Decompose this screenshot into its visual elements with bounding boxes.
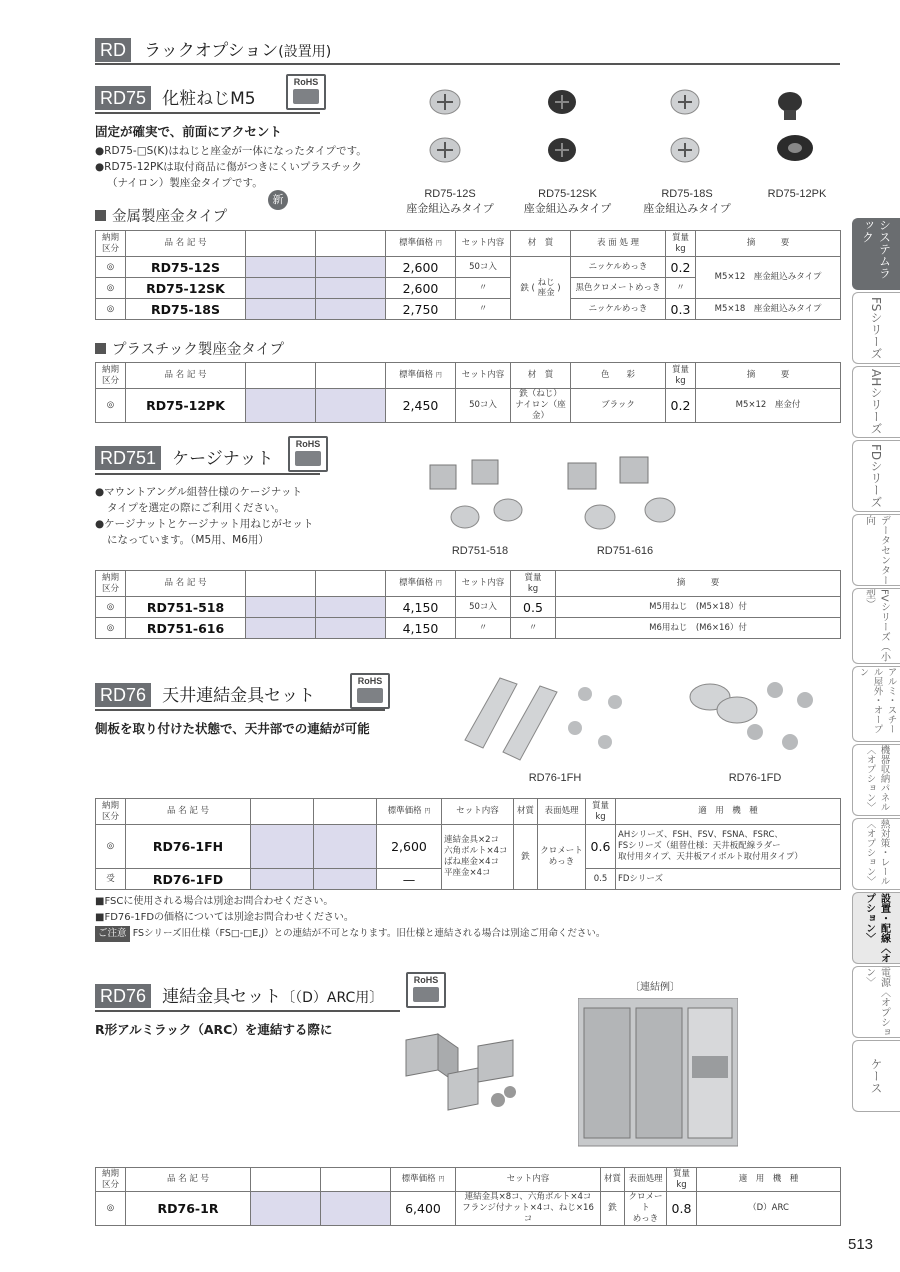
rd751-bullet: ●マウントアングル組替仕様のケージナット [95,486,302,498]
side-tab-fd-series[interactable]: FDシリーズ [852,440,900,512]
plastic-type-title: プラスチック製座金タイプ [95,338,284,359]
part-number: RD75-12SK [126,278,246,299]
part-number: RD75-12PK [126,389,246,423]
col-weight: 質量 kg [666,231,696,257]
page-number: 513 [848,1236,874,1253]
connected-rack-illustration [578,998,738,1148]
rd751-title: ケージナット [172,449,274,469]
metal-type-title: 金属製座金タイプ [95,205,227,226]
part-number: RD76-1FH [126,825,251,869]
table-header: 納期区分 品 名 記 号 標準価格 円 セット内容 材質 表面処理 質量 kg 適 用 機 種 [96,799,841,825]
rd76b-spec-table [95,1167,841,1226]
rd76b-title: 連結金具セット [162,987,282,1007]
rd75-caption: RD75-12SK 座金組込みタイプ [523,188,612,215]
rd76b-heading: RD76 連結金具セット〔（D）ARC用〕 [95,982,383,1008]
header-rule [95,63,840,65]
rohs-icon: RoHS [288,436,328,472]
rd751-caption: RD751-518 [451,545,509,557]
col-summary: 摘 要 [696,231,841,257]
rd751-bullets [95,484,395,548]
price: 2,600 [377,825,442,869]
table-row: ◎ RD75-12S 2,600 50コ入 鉄 ( ねじ 座金 ) ニッケルめっき 0.2 M5×12 座金組込みタイプ [96,257,841,278]
rd751-code: RD751 [95,446,161,470]
table-row: ◎ RD75-12SK 2,600 〃 黒色クロメートめっき 〃 [96,278,841,299]
side-tab-case[interactable]: ケース [852,1040,900,1112]
side-tab-system-rack[interactable]: システムラック [852,218,900,290]
rd751-spec-table [95,570,841,639]
rd75-rule [95,112,320,114]
rohs-icon: RoHS [350,673,390,709]
price: 2,600 [386,257,456,278]
rd751-bullet: タイプを選定の際にご利用ください。 [107,502,285,514]
rd75-bullet: ●RD75-□S(K)はねじと座金が一体になったタイプです。 [95,145,367,157]
new-badge: 新 [268,190,288,210]
cage-nut-photos [410,455,700,545]
rd76b-rule [95,1010,400,1012]
rd75-heading [95,84,256,110]
table-header [96,231,841,257]
table-row: 受 RD76-1FD — 0.5 FDシリーズ [96,869,841,890]
page-header [95,36,331,62]
rd76a-caption: RD76-1FD [728,772,782,784]
rd75-product-photos [400,80,840,195]
part-number: RD76-1FD [126,869,251,890]
screw-icon [430,90,460,162]
rd75-lead: 固定が確実で、前面にアクセント [95,124,282,139]
rohs-icon: RoHS [406,972,446,1008]
price: 2,450 [386,389,456,423]
col-set: セット内容 [456,231,511,257]
table-row: ◎ RD75-12PK 2,450 50コ入 鉄（ねじ） ナイロン（座金） ブラック 0.2 M5×12 座金付 [96,389,841,423]
cage-nut-icon [430,460,522,528]
screw-icon [671,90,699,162]
header-code: RD [95,38,131,62]
rack-icon [578,998,738,1146]
col-finish: 表 面 処 理 [571,231,666,257]
side-tab-thermal-rail[interactable]: 熱対策・レール〈オプション〉 [852,818,900,890]
side-tab-outdoor[interactable]: アルミ・スチール屋外・オープン [852,666,900,742]
table-row: ◎ RD75-18S 2,750 〃 ニッケルめっき 0.3 M5×18 座金組込みタイプ [96,299,841,320]
table-row: ◎ RD751-518 4,150 50コ入 0.5 M5用ねじ (M5×18）付 [96,597,841,618]
example-label: 〔連結例〕 [630,982,680,993]
table-row: ◎ RD76-1FH 2,600 連結金具×2コ 六角ボルト×4コ ばね座金×4コ 平座金×4コ 鉄 クロメート めっき 0.6 AHシリーズ、FSH、FSV、FSNA、FSRC、 FSシリーズ（組替仕様：天井板配線ラダー 取付用タイプ、天井板アイボルト取付用タイプ） [96,825,841,869]
rd75-bullet: ●RD75-12PKは取付商品に傷がつきにくいプラスチック [95,161,362,173]
rd75-bullet: （ナイロン）製座金タイプです。 [107,177,263,189]
rd76a-heading [95,681,315,707]
side-tab-installation[interactable]: 設置・配線〈オプション〉 [852,892,900,964]
rd76-ceiling-photos [455,672,840,767]
rd75-title: 化粧ねじM5 [162,89,256,109]
bracket-icon [690,682,813,750]
bracket-icon [465,678,622,760]
rd75-caption: RD75-12S 座金組込みタイプ [406,188,494,215]
rd751-bullet: ●ケージナットとケージナット用ねじがセット [95,518,314,530]
rd76b-lead: R形アルミラック（ARC）を連結する際に [95,1022,333,1037]
col-kubun: 納期区分 [96,231,126,257]
rd751-rule [95,473,320,475]
material-cell: 鉄 ( ねじ 座金 ) [511,257,571,320]
arc-bracket-photo [398,1030,528,1115]
part-number: RD76-1R [126,1192,251,1226]
screw-icon [777,92,813,161]
side-tab-equipment-panel[interactable]: 機器収納パネル〈オプション〉 [852,744,900,816]
rd75-code: RD75 [95,86,151,110]
rd76a-lead: 側板を取り付けた状態で、天井部での連結が可能 [95,721,370,736]
rd751-heading [95,444,273,470]
rd76a-title: 天井連結金具セット [162,686,316,706]
rd76b-code: RD76 [95,984,151,1008]
table-header: 納期区分 品 名 記 号 標準価格 円 セット内容 材質 表面処理 質量 kg 適 用 機 種 [96,1168,841,1192]
part-number: RD75-18S [126,299,246,320]
col-material: 材 質 [511,231,571,257]
price: 2,600 [386,278,456,299]
rohs-icon: RoHS [286,74,326,110]
part-number: RD751-616 [126,618,246,639]
rd76a-rule [95,709,385,711]
rd76a-notes: ■FSCに使用される場合は別途お問合わせください。 ■FD76-1FDの価格については別途お問合わせください。 ご注意 FSシリーズ旧仕様（FS□-□E,J）との連結が不可となります。旧仕様と連結される場合は別途ご用命ください。 [95,894,605,942]
plastic-spec-table [95,362,841,423]
caution-label: ご注意 [95,926,130,942]
header-subtitle: (設置用) [278,44,332,60]
rd76a-spec-table [95,798,841,890]
rd76a-caption: RD76-1FH [528,772,582,784]
screw-icon [548,90,576,162]
rd751-bullet: になっています。（M5用、M6用） [107,534,269,546]
table-header: 納期区分 品 名 記 号 標準価格 円 セット内容 質量 kg 摘 要 [96,571,841,597]
col-part: 品 名 記 号 [126,231,246,257]
rd75-bullets [95,143,395,191]
side-tab-ah-series[interactable]: AHシリーズ [852,366,900,438]
side-tab-fs-series[interactable]: FSシリーズ [852,292,900,364]
table-row: ◎ RD751-616 4,150 〃 〃 M6用ねじ (M6×16）付 [96,618,841,639]
part-number: RD75-12S [126,257,246,278]
rd75-caption: RD75-18S 座金組込みタイプ [643,188,731,215]
side-tab-power[interactable]: 電源〈オプション〉 [852,966,900,1038]
header-title: ラックオプション [144,41,279,61]
set-contents: 連結金具×2コ 六角ボルト×4コ ばね座金×4コ 平座金×4コ [442,825,514,890]
side-tab-data-center[interactable]: データセンター向 [852,514,900,586]
bracket-icon [406,1034,516,1110]
part-number: RD751-518 [126,597,246,618]
price: 4,150 [386,597,456,618]
side-tab-fv-series[interactable]: FVシリーズ（小型） [852,588,900,664]
table-row: ◎ RD76-1R 6,400 連結金具×8コ、六角ボルト×4コ フランジ付ナット×4コ、ねじ×16コ 鉄 クロメート めっき 0.8 （D）ARC [96,1192,841,1226]
price: 2,750 [386,299,456,320]
rd75-caption: RD75-12PK [767,188,827,200]
rd76a-code: RD76 [95,683,151,707]
metal-spec-table [95,230,841,320]
table-header: 納期区分 品 名 記 号 標準価格 円 セット内容 材 質 色 彩 質量 kg 摘 要 [96,363,841,389]
cage-nut-icon [568,457,675,529]
price: 4,150 [386,618,456,639]
rd751-caption: RD751-616 [596,545,654,557]
price: 6,400 [391,1192,456,1226]
col-price: 標準価格 円 [386,231,456,257]
